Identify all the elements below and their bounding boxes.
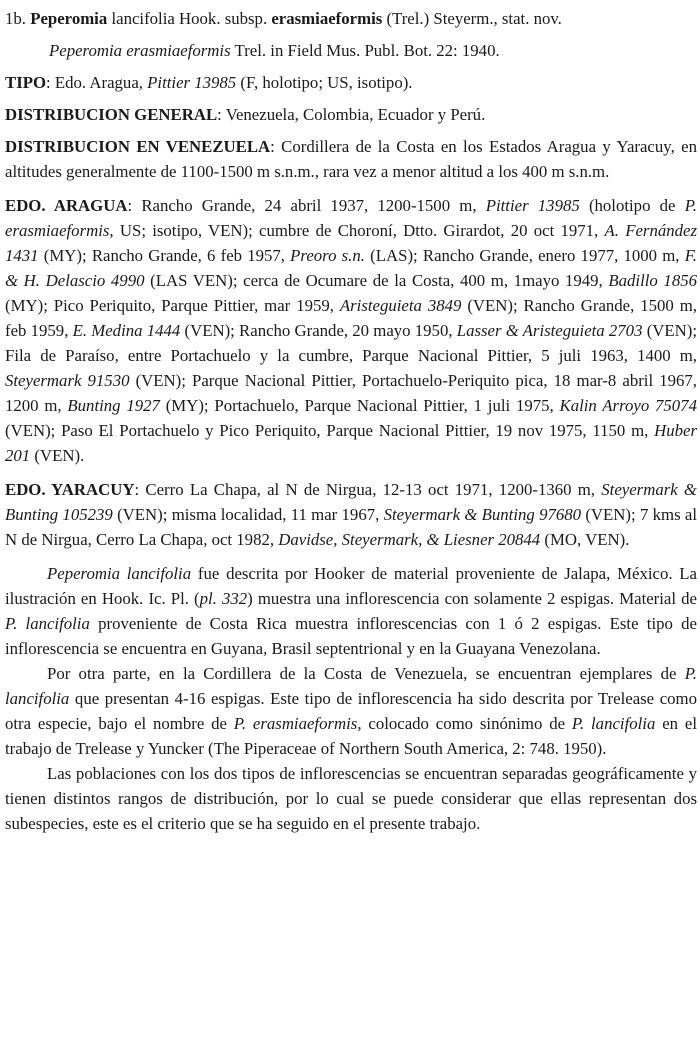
specimen-citation: Bunting 1927: [67, 396, 160, 415]
yaracuy-text: (MO, VEN).: [544, 530, 630, 549]
distribution-general: [5, 102, 697, 127]
specimen-citation: Lasser & Aristeguieta 2703: [456, 321, 643, 340]
subspecies-name: erasmiaeformis: [271, 9, 383, 28]
aragua-text: (LAS); Rancho Grande, enero 1977, 1000 m,: [370, 246, 680, 265]
specimen-citation: Steyermark & Bunting 97680: [383, 505, 582, 524]
distribution-venezuela-label: DISTRIBUCION EN VENEZUELA: [5, 137, 271, 156]
taxon-number: 1b.: [5, 9, 26, 28]
specimen-citation: Pittier 13985: [485, 196, 580, 215]
aragua-text: (LAS VEN); cerca de Ocumare de la Costa, 400 m, 1mayo 1949,: [150, 271, 603, 290]
aragua-text: (VEN); Parque Nacional Pittier, Portachuelo-Periquito pica, 18 mar-8 abril 1967, 1200 m,: [5, 371, 697, 415]
aragua-text: : Rancho Grande, 24 abril 1937, 1200-1500 m,: [127, 196, 477, 215]
specimen-citation: F. & H. Delascio 4990: [5, 246, 697, 290]
synonym-citation: [5, 38, 697, 63]
aragua-text: (holotipo de: [588, 196, 676, 215]
discussion-paragraph-1: [5, 561, 697, 661]
tipo-post: (F, holotipo; US, isotipo).: [240, 73, 413, 92]
aragua-text: (VEN); Paso El Portachuelo y Pico Periquito, Parque Nacional Pittier, 19 nov 1975, 1150 m,: [5, 421, 649, 440]
species-name: P. lancifolia: [5, 664, 697, 708]
discussion-text: en el trabajo de Trelease y Yuncker (The Piperaceae of Northern South America, 2: 748. 1950).: [5, 714, 697, 758]
plate-reference: pl. 332: [199, 589, 248, 608]
aragua-label: EDO. ARAGUA: [5, 196, 128, 215]
tipo-collector: Pittier 13985: [147, 73, 237, 92]
specimen-citation: Aristeguieta 3849: [339, 296, 462, 315]
yaracuy-text: (VEN); misma localidad, 11 mar 1967,: [117, 505, 380, 524]
discussion-text: que presentan 4-16 espigas. Este tipo de inflorescencia ha sido descrita por Trelease como otra especie, bajo el nombre de: [5, 689, 697, 733]
synonym-name: Peperomia erasmiaeformis: [49, 41, 231, 60]
synonym-reference: Trel. in Field Mus. Publ. Bot. 22: 1940.: [234, 41, 500, 60]
aragua-text: (MY); Pico Periquito, Parque Pittier, mar 1959,: [5, 296, 334, 315]
specimen-citation: Kalin Arroyo 75074: [559, 396, 697, 415]
discussion-text: ) muestra una inflorescencia con solamente 2 espigas. Material de: [247, 589, 697, 608]
specimen-citation: Steyermark 91530: [5, 371, 130, 390]
distribution-general-label: DISTRIBUCION GENERAL: [5, 105, 218, 124]
yaracuy-label: EDO. YARACUY: [5, 480, 135, 499]
species-author: Hook. subsp.: [179, 9, 268, 28]
specimens-yaracuy: [5, 477, 697, 552]
species-name: P. erasmiaeformis: [233, 714, 358, 733]
distribution-general-text: : Venezuela, Colombia, Ecuador y Perú.: [217, 105, 486, 124]
discussion-paragraph-3: [5, 761, 697, 836]
yaracuy-text: (VEN); 7 kms al N de Nirgua, Cerro La Chapa, oct 1982,: [5, 505, 698, 549]
species-epithet: lancifolia: [111, 9, 175, 28]
discussion-text: Por otra parte, en la Cordillera de la Costa de Venezuela, se encuentran ejemplares de: [47, 664, 677, 683]
specimen-citation: A. Fernández 1431: [5, 221, 697, 265]
distribution-venezuela-text: : Cordillera de la Costa en los Estados Aragua y Yaracuy, en altitudes generalmente de 1100-1500 m s.n.m., rara vez a menor altitud a los 400 m s.n.m.: [5, 137, 697, 181]
genus-name: Peperomia: [30, 9, 108, 28]
species-name: P. lancifolia: [571, 714, 656, 733]
discussion-paragraph-2: [5, 661, 697, 761]
tipo-paragraph: [5, 70, 697, 95]
yaracuy-text: : Cerro La Chapa, al N de Nirgua, 12-13 oct 1971, 1200-1360 m,: [134, 480, 596, 499]
specimens-aragua: [5, 193, 697, 468]
specimen-citation: Steyermark & Bunting 105239: [5, 480, 697, 524]
aragua-text: (VEN); Fila de Paraíso, entre Portachuelo y la cumbre, Parque Nacional Pittier, 5 juli 1963, 1400 m,: [5, 321, 698, 365]
specimen-citation: Davidse, Steyermark, & Liesner 20844: [278, 530, 541, 549]
specimen-citation: E. Medina 1444: [72, 321, 181, 340]
tipo-pre: : Edo. Aragua,: [46, 73, 143, 92]
aragua-text: (VEN).: [34, 446, 85, 465]
document-page: [5, 6, 697, 836]
taxon-heading: [5, 6, 697, 31]
specimen-citation: Huber 201: [5, 421, 697, 465]
discussion-text: proveniente de Costa Rica muestra inflorescencias con 1 ó 2 espigas. Este tipo de inflorescencia se encuentra en Guyana, Brasil septentrional y en la Guayana Venezolana.: [5, 614, 697, 658]
distribution-venezuela: [5, 134, 697, 184]
subspecies-author: (Trel.) Steyerm., stat. nov.: [386, 9, 562, 28]
discussion-text: fue descrita por Hooker de material proveniente de Jalapa, México. La ilustración en Hook. Ic. Pl. (: [5, 564, 698, 608]
species-name: P. lancifolia: [5, 614, 90, 633]
discussion-text: Las poblaciones con los dos tipos de inflorescencias se encuentran separadas geográficamente y tienen distintos rangos de distribución, por lo cual se puede considerar que ellas representan dos subespecies, este es el criterio que se ha seguido en el presente trabajo.: [5, 764, 697, 833]
aragua-text: (VEN); Rancho Grande, 1500 m, feb 1959,: [5, 296, 697, 340]
species-name: Peperomia lancifolia: [47, 564, 192, 583]
specimen-citation: Preoro s.n.: [290, 246, 365, 265]
tipo-label: TIPO: [5, 73, 47, 92]
aragua-text: (MY); Rancho Grande, 6 feb 1957,: [43, 246, 285, 265]
specimen-citation: Badillo 1856: [608, 271, 697, 290]
aragua-text: (MY); Portachuelo, Parque Nacional Pittier, 1 juli 1975,: [165, 396, 554, 415]
aragua-text: , US; isotipo, VEN); cumbre de Choroní, Dtto. Girardot, 20 oct 1971,: [109, 221, 599, 240]
discussion-text: , colocado como sinónimo de: [357, 714, 566, 733]
aragua-text: (VEN); Rancho Grande, 20 mayo 1950,: [184, 321, 453, 340]
specimen-citation: P. erasmiaeformis: [5, 196, 697, 240]
